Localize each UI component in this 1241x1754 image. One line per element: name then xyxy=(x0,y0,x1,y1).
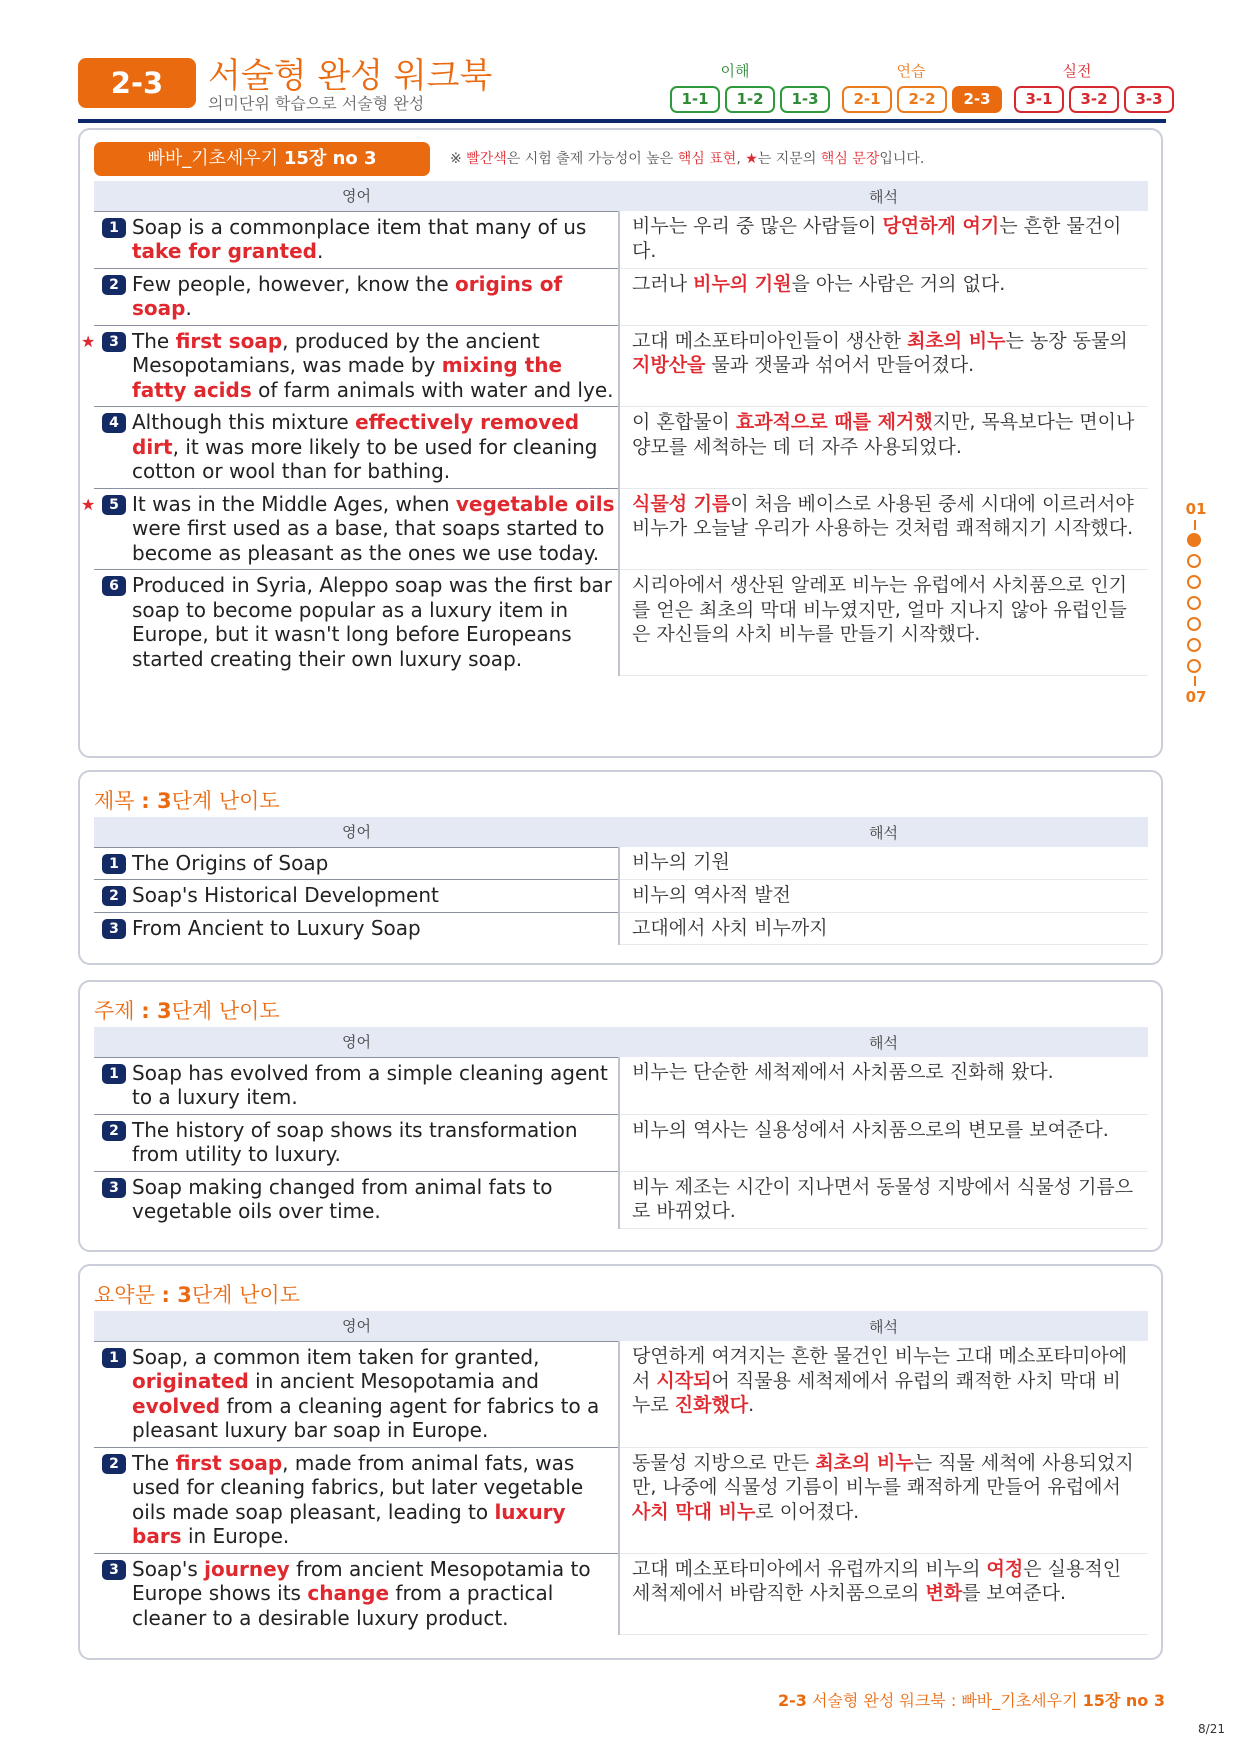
text-run: Soap has evolved from a simple cleaning agent to a luxury item. xyxy=(132,1060,608,1109)
sentence-number-badge: 3 xyxy=(102,1560,126,1580)
english-sentence xyxy=(94,1341,619,1447)
key-sentence-star-icon: ★ xyxy=(81,331,96,351)
header-divider xyxy=(78,119,1166,123)
korean-translation xyxy=(619,325,1148,407)
text-run: , made from animal fats, was used for cleaning fabrics, but later vegetable oils made soap pleasant, leading to xyxy=(132,1450,584,1524)
korean-translation xyxy=(619,488,1148,570)
text-run: 는 흔한 물건이다. xyxy=(632,215,1122,262)
key-expression: 시작되 xyxy=(656,1369,712,1392)
text-run: , produced by the ancient Mesopotamians, was made by xyxy=(132,328,540,377)
table-row xyxy=(94,1341,1148,1447)
side-nav-dot-current[interactable] xyxy=(1187,533,1201,547)
column-header-english: 영어 xyxy=(94,1027,619,1057)
stage-label-understanding: 이해 xyxy=(720,62,750,80)
column-header-english: 영어 xyxy=(94,1311,619,1341)
text-run: From Ancient to Luxury Soap xyxy=(132,915,421,940)
text-run: 동물성 지방으로 만든 xyxy=(632,1451,816,1474)
text-run: of farm animals with water and lye. xyxy=(251,377,614,402)
column-header-korean: 해석 xyxy=(619,181,1148,211)
text-run: Soap making changed from animal fats to vegetable oils over time. xyxy=(132,1174,553,1223)
footer-title: 2-3 서술형 완성 워크북 : 빠바_기초세우기 15장 no 3 xyxy=(777,1691,1165,1710)
sentence-number-badge: 3 xyxy=(102,919,126,939)
korean-translation xyxy=(619,1341,1148,1447)
key-expression: 지방산을 xyxy=(632,354,706,376)
key-expression: 당연하게 여기 xyxy=(882,215,1000,237)
key-expression: origins of soap xyxy=(132,271,563,320)
table-row xyxy=(94,847,1148,880)
table-row xyxy=(94,211,1148,268)
text-run: 고대에서 사치 비누까지 xyxy=(632,916,828,939)
table-row xyxy=(94,325,1148,407)
text-run: The history of soap shows its transformation from utility to luxury. xyxy=(132,1117,578,1166)
text-run: from a cleaning agent for fabrics to a pleasant luxury bar soap in Europe. xyxy=(132,1393,600,1442)
stage-button-1-2[interactable]: 1-2 xyxy=(725,86,775,113)
stage-button-2-1[interactable]: 2-1 xyxy=(842,86,892,113)
text-run: from a practical cleaner to a desirable luxury product. xyxy=(132,1581,554,1630)
side-nav-end: 07 xyxy=(1185,688,1207,706)
table-row xyxy=(94,1447,1148,1553)
sentence-number-badge: 2 xyxy=(102,886,126,906)
text-run: Soap, a common item taken for granted, xyxy=(132,1344,540,1369)
key-expression: vegetable oils xyxy=(455,491,615,516)
text-run: 는 직물 세척에 사용되었지만, 나중에 식물성 기름이 비누를 쾌적하게 만들어 유럽에서 xyxy=(632,1451,1134,1498)
key-expression: 여정 xyxy=(986,1557,1024,1580)
english-sentence xyxy=(81,325,619,407)
key-expression: first soap xyxy=(175,1450,283,1475)
korean-translation xyxy=(619,1553,1148,1634)
column-header-korean: 해석 xyxy=(619,817,1148,847)
stage-button-2-2[interactable]: 2-2 xyxy=(897,86,947,113)
english-sentence xyxy=(94,847,619,880)
side-nav-dot[interactable] xyxy=(1187,554,1201,568)
sentence-number-badge: 1 xyxy=(102,1064,126,1084)
table-row xyxy=(94,570,1148,676)
text-run: 당연하게 여겨지는 흔한 물건인 비누는 고대 메소포타미아에서 xyxy=(632,1345,1128,1392)
table-row xyxy=(94,407,1148,489)
page-subtitle: 의미단위 학습으로 서술형 완성 xyxy=(208,94,425,113)
sentence-number-badge: 1 xyxy=(102,854,126,874)
text-run: 로 이어졌다. xyxy=(755,1500,860,1523)
stage-button-1-1[interactable]: 1-1 xyxy=(670,86,720,113)
korean-translation xyxy=(619,570,1148,676)
stage-button-3-1[interactable]: 3-1 xyxy=(1014,86,1064,113)
english-sentence xyxy=(94,912,619,945)
text-run: 비누의 역사는 실용성에서 사치품으로의 변모를 보여준다. xyxy=(632,1118,1109,1141)
korean-translation xyxy=(619,847,1148,880)
sentence-number-badge: 3 xyxy=(102,1178,126,1198)
source-tag: 빠바_기초세우기 15장 no 3 xyxy=(94,142,430,176)
korean-translation xyxy=(619,268,1148,325)
table-row xyxy=(94,488,1148,570)
text-run: in ancient Mesopotamia and xyxy=(248,1369,539,1393)
table-row xyxy=(94,1171,1148,1228)
text-run: 비누는 우리 중 많은 사람들이 xyxy=(632,215,883,237)
table-row xyxy=(94,1553,1148,1634)
text-run: 지만, 목욕보다는 면이나 양모를 세척하는 데 더 자주 사용되었다. xyxy=(632,411,1135,458)
text-run: were first used as a base, that soaps started to become as pleasant as the ones we use today. xyxy=(132,516,605,565)
page-number: 8/21 xyxy=(1198,1722,1225,1736)
sentence-number-badge: 1 xyxy=(102,218,126,238)
theme-table xyxy=(94,1027,1148,1229)
text-run: . xyxy=(185,296,192,320)
side-nav-dot[interactable] xyxy=(1187,638,1201,652)
key-sentence-star-icon: ★ xyxy=(81,494,96,514)
section-title-summary: 요약문 : 3단계 난이도 xyxy=(94,1283,300,1307)
korean-translation xyxy=(619,211,1148,268)
side-nav-dot[interactable] xyxy=(1187,659,1201,673)
text-run: 를 보여준다. xyxy=(962,1582,1067,1604)
text-run: . xyxy=(316,239,324,263)
theme-section xyxy=(78,980,1163,1252)
text-run: The Origins of Soap xyxy=(132,850,329,875)
text-run: Soap's Historical Development xyxy=(132,883,439,907)
text-run: from ancient Mesopotamia to Europe shows its xyxy=(132,1556,591,1605)
side-nav-dot[interactable] xyxy=(1187,617,1201,631)
korean-translation xyxy=(619,1447,1148,1553)
table-row xyxy=(94,1057,1148,1114)
stage-label-real: 실전 xyxy=(1062,62,1092,80)
english-sentence xyxy=(94,1447,619,1553)
text-run: 는 농장 동물의 xyxy=(1005,329,1128,352)
korean-translation xyxy=(619,1171,1148,1228)
english-sentence xyxy=(94,1057,619,1114)
key-expression: mixing the fatty acids xyxy=(132,353,563,402)
table-row xyxy=(94,912,1148,945)
title-table xyxy=(94,817,1148,945)
sentence-number-badge: 3 xyxy=(102,332,126,352)
page-title: 서술형 완성 워크북 xyxy=(208,56,493,96)
text-run: Although this mixture xyxy=(132,410,356,434)
stage-button-3-2[interactable]: 3-2 xyxy=(1069,86,1119,113)
key-expression: 진화했다 xyxy=(674,1394,749,1416)
sentence-number-badge: 5 xyxy=(102,495,126,515)
sentence-number-badge: 1 xyxy=(102,1348,126,1368)
text-run: 고대 메소포타미아에서 유럽까지의 비누의 xyxy=(632,1557,987,1580)
text-run: 비누는 단순한 세척제에서 사치품으로 진화해 왔다. xyxy=(632,1061,1054,1083)
english-sentence xyxy=(94,268,619,325)
column-header-english: 영어 xyxy=(94,817,619,847)
text-run: 그러나 xyxy=(632,272,694,295)
column-header-english: 영어 xyxy=(94,181,619,211)
column-header-korean: 해석 xyxy=(619,1311,1148,1341)
text-run: , it was more likely to be used for cleaning cotton or wool than for bathing. xyxy=(132,434,598,483)
key-expression: first soap xyxy=(175,328,283,353)
column-header-korean: 해석 xyxy=(619,1027,1148,1057)
key-expression: take for granted xyxy=(132,239,317,263)
key-expression: 비누의 기원 xyxy=(693,272,792,295)
text-run: The xyxy=(132,328,176,353)
stage-button-2-3[interactable]: 2-3 xyxy=(952,86,1002,113)
text-run: The xyxy=(132,1450,176,1475)
stage-button-3-3[interactable]: 3-3 xyxy=(1124,86,1174,113)
passage-section xyxy=(78,128,1163,758)
stage-button-1-3[interactable]: 1-3 xyxy=(780,86,830,113)
key-expression: 최초의 비누 xyxy=(907,329,1006,352)
lesson-code-badge: 2-3 xyxy=(78,58,196,108)
text-run: It was in the Middle Ages, when xyxy=(132,491,456,516)
key-expression: journey xyxy=(204,1556,290,1581)
sentence-number-badge: 6 xyxy=(102,576,126,596)
text-run: Produced in Syria, Aleppo soap was the first bar soap to become popular as a luxury item in Europe, but it wasn't long before Europeans started creating their own luxury soap. xyxy=(132,573,612,671)
text-run: 고대 메소포타미아인들이 생산한 xyxy=(632,329,908,352)
side-nav-start: 01 xyxy=(1185,500,1207,518)
summary-table xyxy=(94,1311,1148,1635)
section-title-title: 제목 : 3단계 난이도 xyxy=(94,789,280,813)
text-run: 을 아는 사람은 거의 없다. xyxy=(791,272,1006,295)
english-sentence xyxy=(94,570,619,676)
korean-translation xyxy=(619,1114,1148,1171)
legend-note: ※ 빨간색은 시험 출제 가능성이 높은 핵심 표현, ★는 지문의 핵심 문장입니다. xyxy=(450,151,925,167)
text-run: 이 처음 베이스로 사용된 중세 시대에 이르러서야 비누가 오늘날 우리가 사용하는 것처럼 쾌적해지기 시작했다. xyxy=(632,492,1134,539)
english-sentence xyxy=(94,1114,619,1171)
table-row xyxy=(94,880,1148,913)
summary-section xyxy=(78,1264,1163,1660)
sentence-number-badge: 2 xyxy=(102,1454,126,1474)
key-expression: effectively removed dirt xyxy=(132,410,580,459)
english-sentence xyxy=(94,1171,619,1228)
english-sentence xyxy=(81,488,619,570)
key-expression: 최초의 비누 xyxy=(815,1451,914,1474)
side-nav-dot[interactable] xyxy=(1187,575,1201,589)
korean-translation xyxy=(619,880,1148,913)
text-run: 비누의 기원 xyxy=(632,851,730,873)
key-expression: 변화 xyxy=(925,1582,963,1604)
english-sentence xyxy=(94,407,619,489)
section-title-theme: 주제 : 3단계 난이도 xyxy=(94,999,280,1023)
english-sentence xyxy=(94,211,619,268)
text-run: . xyxy=(748,1394,755,1416)
english-sentence xyxy=(94,880,619,913)
key-expression: luxury bars xyxy=(132,1499,566,1548)
side-nav-bar-top xyxy=(1194,520,1196,530)
sentence-number-badge: 2 xyxy=(102,275,126,295)
stage-label-practice: 연습 xyxy=(896,62,926,80)
text-run: 물과 잿물과 섞어서 만들어졌다. xyxy=(705,354,975,376)
table-row xyxy=(94,1114,1148,1171)
text-run: 이 혼합물이 xyxy=(632,411,736,433)
side-nav-bar-bottom xyxy=(1194,676,1196,686)
korean-translation xyxy=(619,912,1148,945)
text-run: 비누 제조는 시간이 지나면서 동물성 지방에서 식물성 기름으로 바뀌었다. xyxy=(632,1175,1134,1222)
korean-translation xyxy=(619,407,1148,489)
passage-table xyxy=(81,181,1148,676)
sentence-number-badge: 4 xyxy=(102,413,126,433)
side-nav-dot[interactable] xyxy=(1187,596,1201,610)
korean-translation xyxy=(619,1057,1148,1114)
text-run: 시리아에서 생산된 알레포 비누는 유럽에서 사치품으로 인기를 얻은 최초의 막대 비누였지만, 얼마 지나지 않아 유럽인들은 자신들의 사치 비누를 만들기 시작했다. xyxy=(632,574,1128,645)
text-run: Few people, however, know the xyxy=(132,271,455,296)
sentence-number-badge: 2 xyxy=(102,1121,126,1141)
text-run: 비누의 역사적 발전 xyxy=(632,884,791,906)
text-run: 은 실용적인 세척제에서 바람직한 사치품으로의 xyxy=(632,1557,1122,1604)
key-expression: 효과적으로 때를 제거했 xyxy=(735,411,933,433)
table-row xyxy=(94,268,1148,325)
text-run: Soap is a commonplace item that many of us xyxy=(132,214,587,239)
key-expression: evolved xyxy=(132,1393,221,1418)
text-run: 어 직물용 세척제에서 유럽의 쾌적한 사치 막대 비누로 xyxy=(632,1369,1121,1416)
english-sentence xyxy=(94,1553,619,1634)
key-expression: 사치 막대 비누 xyxy=(632,1500,756,1523)
key-expression: 식물성 기름 xyxy=(632,492,731,515)
text-run: in Europe. xyxy=(181,1524,290,1548)
text-run: Soap's xyxy=(132,1556,205,1581)
title-section xyxy=(78,770,1163,965)
key-expression: originated xyxy=(132,1369,249,1393)
key-expression: change xyxy=(307,1581,390,1605)
